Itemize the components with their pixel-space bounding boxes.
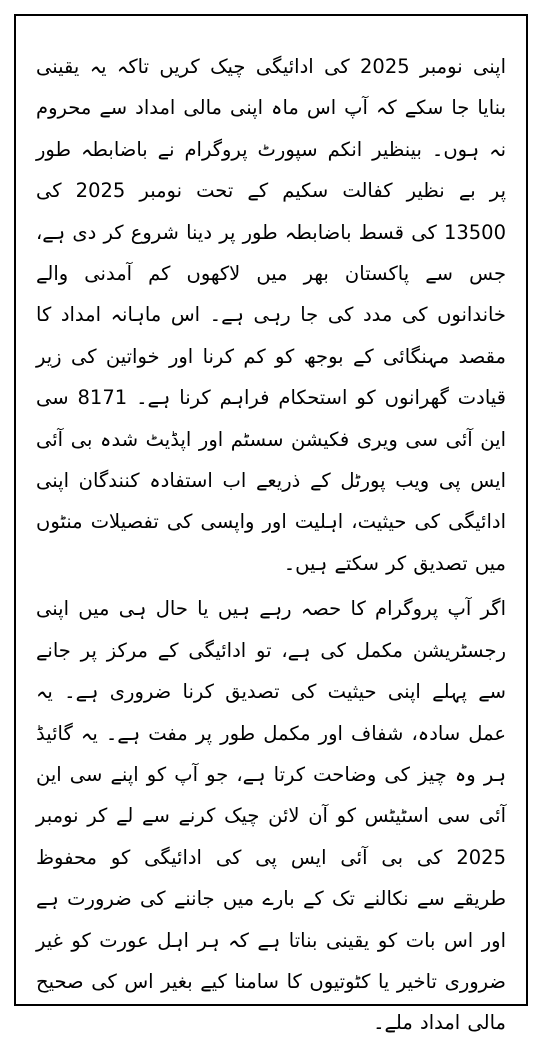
article-frame [14,14,528,1035]
article-paragraph-1: اپنی نومبر 2025 کی ادائیگی چیک کریں تاکہ یہ یقینی بنایا جا سکے کہ آپ اس ماہ اپنی مالی امداد سے محروم نہ ہوں۔ بینظیر انکم سپورٹ پروگرام نے باضابطہ طور پر بے نظیر کفالت سکیم کے تحت نومبر 2025 کی 13500 کی قسط باضابطہ طور پر دینا شروع کر دی ہے، جس سے پاکستان بھر میں لاکھوں کم آمدنی والے خاندانوں کی مدد کی جا رہی ہے۔ اس ماہانہ امداد کا مقصد مہنگائی کے بوجھ کو کم کرنا اور خواتین کی زیر قیادت گھرانوں کو استحکام فراہم کرنا ہے۔ 8171 سی این آئی سی ویری فکیشن سسٹم اور اپڈیٹ شدہ بی آئی ایس پی ویب پورٹل کے ذریعے اب استفادہ کنندگان اپنی ادائیگی کی حیثیت، اہلیت اور واپسی کی تفصیلات منٹوں میں تصدیق کر سکتے ہیں۔ [36,55,506,575]
article-paragraph-2: اگر آپ پروگرام کا حصہ رہے ہیں یا حال ہی میں اپنی رجسٹریشن مکمل کی ہے، تو ادائیگی کے مرکز پر جانے سے پہلے اپنی حیثیت کی تصدیق کرنا ضروری ہے۔ یہ عمل سادہ، شفاف اور مکمل طور پر مفت ہے۔ یہ گائیڈ ہر وہ چیز کی وضاحت کرتا ہے، جو آپ کو اپنے سی این آئی سی اسٹیٹس کو آن لائن چیک کرنے سے لے کر نومبر 2025 کی بی آئی ایس پی کی ادائیگی کو محفوظ طریقے سے نکالنے تک کے بارے میں جاننے کی ضرورت ہے اور اس بات کو یقینی بناتا ہے کہ ہر اہل عورت کو غیر ضروری تاخیر یا کٹوتیوں کا سامنا کیے بغیر اس کی صحیح مالی امداد ملے۔ [36,597,506,1035]
